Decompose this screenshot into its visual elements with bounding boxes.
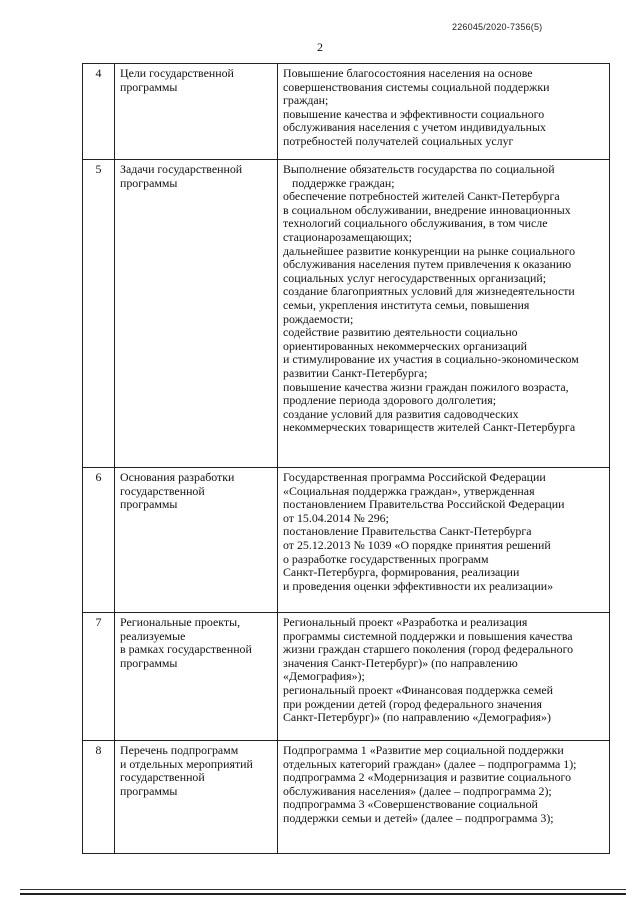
content-line: социальных услуг негосударственных организаций; (283, 270, 547, 285)
label-line: Основания разработки (120, 470, 235, 484)
content-line: повышение качества жизни граждан пожилого возраста, (283, 379, 569, 394)
row-content (278, 160, 610, 468)
content-line: значения Санкт-Петербург)» (по направлению (283, 655, 518, 670)
label-line: программы (120, 79, 178, 94)
content-line: рождаемости; (283, 311, 354, 326)
footer-rule (20, 889, 626, 890)
label-line: и отдельных мероприятий (120, 756, 253, 771)
row-content (278, 613, 610, 741)
content-line: Санкт-Петербурга, формирования, реализации (283, 565, 520, 580)
label-line: Перечень подпрограмм (120, 743, 239, 757)
content-line: отдельных категорий граждан» (далее – подпрограмма 1); (283, 756, 577, 771)
label-line: программы (120, 175, 178, 190)
table-row-8 (83, 741, 610, 854)
page-number: 2 (317, 40, 323, 54)
row-label (115, 741, 278, 854)
content-line: повышение качества и эффективности социального (283, 106, 545, 121)
content-line: и стимулирование их участия в социально-экономическом (283, 352, 579, 367)
label-line: программы (120, 655, 178, 670)
content-line: некоммерческих товариществ жителей Санкт-Петербурга (283, 420, 576, 435)
content-line: обеспечение потребностей жителей Санкт-Петербурга (283, 189, 560, 204)
content-line: от 25.12.2013 № 1039 «О порядке принятия решений (283, 537, 551, 552)
row-number: 8 (83, 741, 115, 854)
content-line: содействие развитию деятельности социально (283, 325, 518, 340)
label-line: реализуемые (120, 628, 186, 643)
label-line: государственной (120, 483, 205, 498)
content-line: граждан; (283, 93, 329, 108)
row-label (115, 160, 278, 468)
content-line: семьи, укрепления института семьи, повышения (283, 297, 530, 312)
content-line: поддержки семьи и детей» (далее – подпрограмма 3); (283, 810, 554, 825)
content-line: создание благоприятных условий для жизнедеятельности (283, 284, 575, 299)
table-row-5 (83, 160, 610, 468)
row-label (115, 64, 278, 160)
content-line: развитии Санкт-Петербурга; (283, 365, 428, 380)
table-row-7 (83, 613, 610, 741)
content-line: программы системной поддержки и повышения качества (283, 628, 573, 643)
label-line: Задачи государственной (120, 162, 243, 176)
content-line: постановление Правительства Санкт-Петербурга (283, 524, 532, 539)
footer-rule (20, 893, 626, 895)
content-line: жизни граждан старшего поколения (город федерального (283, 642, 574, 657)
row-label (115, 468, 278, 613)
content-line: и проведения оценки эффективности их реализации» (283, 578, 554, 593)
document-registration-number: 226045/2020-7356(5) (452, 22, 543, 32)
row-number: 5 (83, 160, 115, 468)
content-line: поддержке граждан; (292, 175, 395, 190)
table-row-4 (83, 64, 610, 160)
content-line: стационарозамещающих; (283, 229, 412, 244)
content-line: технологий социального обслуживания, в том числе (283, 216, 548, 231)
content-line: при рождении детей (город федерального значения (283, 696, 542, 711)
content-line: постановлением Правительства Российской Федерации (283, 497, 565, 512)
content-line: в социальном обслуживании, внедрение инновационных (283, 202, 571, 217)
content-line: обслуживания населения с учетом индивидуальных (283, 120, 546, 135)
content-line: совершенствования системы социальной поддержки (283, 79, 550, 94)
row-content (278, 468, 610, 613)
row-content (278, 741, 610, 854)
content-line: «Социальная поддержка граждан», утвержденная (283, 483, 535, 498)
content-line: подпрограмма 3 «Совершенствование социальной (283, 797, 538, 812)
table-row-6 (83, 468, 610, 613)
row-number: 4 (83, 64, 115, 160)
content-line: Государственная программа Российской Федерации (283, 470, 546, 484)
label-line: программы (120, 497, 178, 512)
label-line: Цели государственной (120, 66, 234, 80)
label-line: Региональные проекты, (120, 615, 241, 629)
content-line: Выполнение обязательств государства по социальной (283, 162, 555, 176)
row-content (278, 64, 610, 160)
content-line: Повышение благосостояния населения на основе (283, 66, 533, 80)
content-line: Подпрограмма 1 «Развитие мер социальной поддержки (283, 743, 564, 757)
content-line: дальнейшее развитие конкуренции на рынке социального (283, 243, 576, 258)
content-line: «Демография»); (283, 669, 365, 684)
label-line: в рамках государственной (120, 642, 252, 657)
row-number: 7 (83, 613, 115, 741)
content-line: ориентированных некоммерческих организаций (283, 338, 527, 353)
content-line: Региональный проект «Разработка и реализация (283, 615, 528, 629)
content-line: от 15.04.2014 № 296; (283, 510, 389, 525)
content-line: обслуживания населения» (далее – подпрограмма 2); (283, 783, 552, 798)
content-line: обслуживания населения путем привлечения к оказанию (283, 257, 572, 272)
program-passport-table (82, 63, 610, 854)
row-number: 6 (83, 468, 115, 613)
content-line: создание условий для развития садоводческих (283, 406, 519, 421)
content-line: продление периода здорового долголетия; (283, 393, 497, 408)
label-line: программы (120, 783, 178, 798)
content-line: подпрограмма 2 «Модернизация и развитие социального (283, 770, 572, 785)
content-line: Санкт-Петербург)» (по направлению «Демография») (283, 710, 551, 725)
label-line: государственной (120, 770, 205, 785)
content-line: потребностей получателей социальных услуг (283, 133, 514, 148)
row-label (115, 613, 278, 741)
content-line: региональный проект «Финансовая поддержка семей (283, 682, 553, 697)
content-line: о разработке государственных программ (283, 551, 489, 566)
